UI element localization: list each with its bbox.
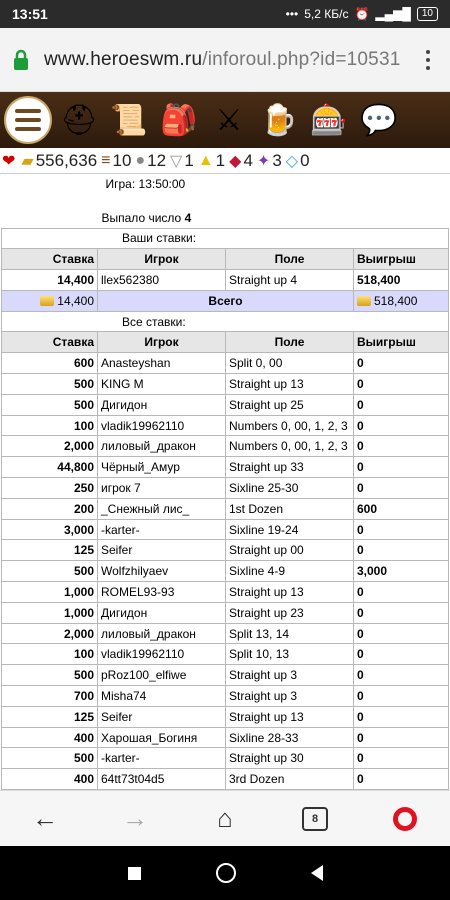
tabs-button[interactable] [293,807,337,831]
all-bets-title: Все ставки: [2,311,449,332]
bet-row [2,415,449,436]
result-row [2,208,449,228]
bet-stake: 250 [2,478,98,499]
bet-row [2,665,449,686]
resource-ore: ● 12 [135,150,167,170]
bet-field: Sixline 25-30 [226,478,354,499]
system-nav-bar [0,846,450,900]
bet-row [2,686,449,707]
bet-win: 0 [354,748,449,769]
bet-win: 0 [354,644,449,665]
bag-icon[interactable]: 🎒 [160,103,198,137]
player-link[interactable]: Дигидон [98,394,226,415]
bet-win: 600 [354,498,449,519]
bet-win: 0 [354,602,449,623]
player-link[interactable]: Чёрный_Амур [98,457,226,478]
player-link[interactable]: Дигидон [98,602,226,623]
battery-icon: 10 [417,7,438,21]
bet-stake: 125 [2,706,98,727]
player-link[interactable]: Харошая_Богиня [98,727,226,748]
recents-icon[interactable] [128,867,141,880]
back-arrow-icon[interactable]: ← [32,803,58,833]
bet-row [2,706,449,727]
bet-row [2,582,449,603]
bet-win: 0 [354,686,449,707]
player-link[interactable]: -karter- [98,748,226,769]
bet-field: Straight up 00 [226,540,354,561]
resource-mercury: ▽ 1 [170,150,194,170]
bet-row [2,540,449,561]
bet-field: Split 0, 00 [226,353,354,374]
bet-win: 0 [354,623,449,644]
bet-stake: 125 [2,540,98,561]
chat-icon[interactable]: 💬 [360,103,398,137]
status-time: 13:51 [12,6,48,22]
bet-row [2,727,449,748]
your-bet-row: 14,400 llex562380 Straight up 4 518,400 [2,270,449,291]
bet-stake: 44,800 [2,457,98,478]
player-link[interactable]: pRoz100_elfiwe [98,665,226,686]
roulette-icon[interactable]: 🎰 [310,103,348,137]
network-speed: 5,2 КБ/с [304,7,349,21]
knight-helmet-icon[interactable]: ⛑ [59,103,99,137]
your-bets-title: Ваши ставки: [2,228,449,249]
bet-field: Numbers 0, 00, 1, 2, 3 [226,436,354,457]
opera-icon [393,807,417,831]
bet-field: Straight up 3 [226,665,354,686]
player-link[interactable]: Misha74 [98,686,226,707]
bet-row [2,498,449,519]
resource-gold: ▰ 556,636 [21,150,98,170]
bet-stake: 100 [2,415,98,436]
bet-field: 1st Dozen [226,498,354,519]
player-link[interactable]: лиловый_дракон [98,436,226,457]
bet-field: Straight up 13 [226,374,354,395]
url-path: /inforoul.php?id=10531 [202,48,401,70]
bet-win: 0 [354,519,449,540]
bet-win: 0 [354,665,449,686]
bet-stake: 200 [2,498,98,519]
bet-row [2,353,449,374]
diamond-icon: ◇ [285,152,299,170]
crossed-swords-icon[interactable]: ⚔ [215,103,243,137]
player-link[interactable]: vladik19962110 [98,415,226,436]
opera-menu-button[interactable] [383,807,427,831]
bet-field: Straight up 13 [226,706,354,727]
result-label: Выпало число [101,210,182,225]
player-link[interactable]: игрок 7 [98,478,226,499]
bet-field: Straight up 25 [226,394,354,415]
resource-gems: ✦ 3 [256,150,282,170]
all-bets-list [2,353,449,790]
bet-stake: 500 [2,665,98,686]
bet-stake: 700 [2,686,98,707]
resource-diamond: ◇ 0 [285,150,310,170]
bet-field: Straight up 30 [226,748,354,769]
alarm-icon: ⏰ [354,7,370,21]
bet-row [2,644,449,665]
bet-win: 0 [354,353,449,374]
bet-field: Sixline 19-24 [226,519,354,540]
bet-field: Straight up 33 [226,457,354,478]
bet-stake: 500 [2,748,98,769]
wood-icon: ≡ [101,151,111,169]
bet-stake: 3,000 [2,519,98,540]
result-number: 4 [184,210,192,225]
bet-stake: 1,000 [2,602,98,623]
bet-win: 3,000 [354,561,449,582]
bet-row [2,561,449,582]
bet-win: 0 [354,769,449,790]
bet-win: 0 [354,478,449,499]
bet-stake: 600 [2,353,98,374]
your-bets-header: Ставка Игрок Поле Выигрыш [2,249,449,270]
ore-icon: ● [135,151,146,169]
browser-bottom-bar [0,790,450,846]
bet-win: 0 [354,394,449,415]
bet-win: 0 [354,582,449,603]
resource-sulfur: ▲ 1 [197,150,226,170]
bet-field: Split 10, 13 [226,644,354,665]
bet-row [2,374,449,395]
player-link[interactable]: Anasteyshan [98,353,226,374]
bet-field: Straight up 13 [226,582,354,603]
forward-arrow-icon[interactable]: → [122,803,148,833]
home-icon[interactable]: ⌂ [217,803,233,833]
bet-win: 0 [354,436,449,457]
resource-wood: ≡ 10 [101,150,132,170]
player-link[interactable]: llex562380 [98,270,226,291]
player-link[interactable]: -karter- [98,519,226,540]
bet-stake: 500 [2,394,98,415]
bet-win: 0 [354,374,449,395]
player-link[interactable]: ROMEL93-93 [98,582,226,603]
crystal-icon: ◆ [229,152,242,170]
health-heart-icon: ❤ [2,152,16,170]
bet-field: Sixline 28-33 [226,727,354,748]
bet-field: 3rd Dozen [226,769,354,790]
player-link[interactable]: KING M [98,374,226,395]
total-row: 14,400 Всего 518,400 [2,290,449,311]
all-bets-header: Ставка Игрок Поле Выигрыш [2,332,449,353]
bet-row [2,769,449,790]
bet-row [2,519,449,540]
bet-stake: 400 [2,727,98,748]
browser-menu-icon[interactable] [418,50,438,70]
bet-row [2,748,449,769]
player-link[interactable]: Wolfzhilyaev [98,561,226,582]
bet-row [2,436,449,457]
player-link[interactable]: лиловый_дракон [98,623,226,644]
mercury-icon: ▽ [170,152,183,170]
browser-url-bar[interactable] [0,28,450,92]
player-link[interactable]: 64tt73t04d5 [98,769,226,790]
url-text[interactable] [44,49,418,71]
roulette-table [1,174,449,790]
signal-icon: ▂▄▆█ [375,7,411,21]
bet-win: 0 [354,727,449,748]
bet-win: 0 [354,457,449,478]
bet-stake: 100 [2,644,98,665]
sulfur-icon: ▲ [197,151,214,169]
bet-stake: 400 [2,769,98,790]
bet-row [2,602,449,623]
lock-icon [12,49,30,71]
bet-field: Numbers 0, 00, 1, 2, 3 [226,415,354,436]
bet-field: Straight up 3 [226,686,354,707]
page-content [0,174,450,790]
bet-row [2,457,449,478]
bet-field: Split 13, 14 [226,623,354,644]
bet-row [2,478,449,499]
gold-icon [40,296,54,306]
bet-stake: 500 [2,561,98,582]
map-scroll-icon[interactable]: 📜 [110,103,148,137]
tabs-icon: 8 [302,807,328,831]
tavern-mug-icon[interactable]: 🍺 [260,103,298,137]
bet-row [2,394,449,415]
bet-field: Straight up 23 [226,602,354,623]
back-triangle-icon[interactable] [311,865,323,881]
game-menu-bar [0,92,450,148]
resource-crystal: ◆ 4 [229,150,253,170]
bet-win: 0 [354,415,449,436]
more-icon: ••• [285,7,299,21]
url-domain: www.heroeswm.ru [44,48,203,70]
bet-field: Sixline 4-9 [226,561,354,582]
bet-stake: 2,000 [2,623,98,644]
player-link[interactable]: vladik19962110 [98,644,226,665]
resources-bar [0,148,450,174]
gold-icon: ▰ [21,152,34,170]
player-link[interactable]: Seifer [98,706,226,727]
bet-stake: 500 [2,374,98,395]
gold-icon [357,296,371,306]
bet-win: 0 [354,540,449,561]
bet-stake: 2,000 [2,436,98,457]
player-link[interactable]: Seifer [98,540,226,561]
bet-row [2,623,449,644]
bet-win: 0 [354,706,449,727]
bet-stake: 1,000 [2,582,98,603]
gems-icon: ✦ [256,152,271,170]
hamburger-menu-icon[interactable] [4,96,52,144]
status-bar [0,0,450,28]
status-right [286,7,438,21]
home-circle-icon[interactable] [216,863,236,883]
player-link[interactable]: _Снежный лис_ [98,498,226,519]
game-time: Игра: 13:50:00 [105,177,186,191]
